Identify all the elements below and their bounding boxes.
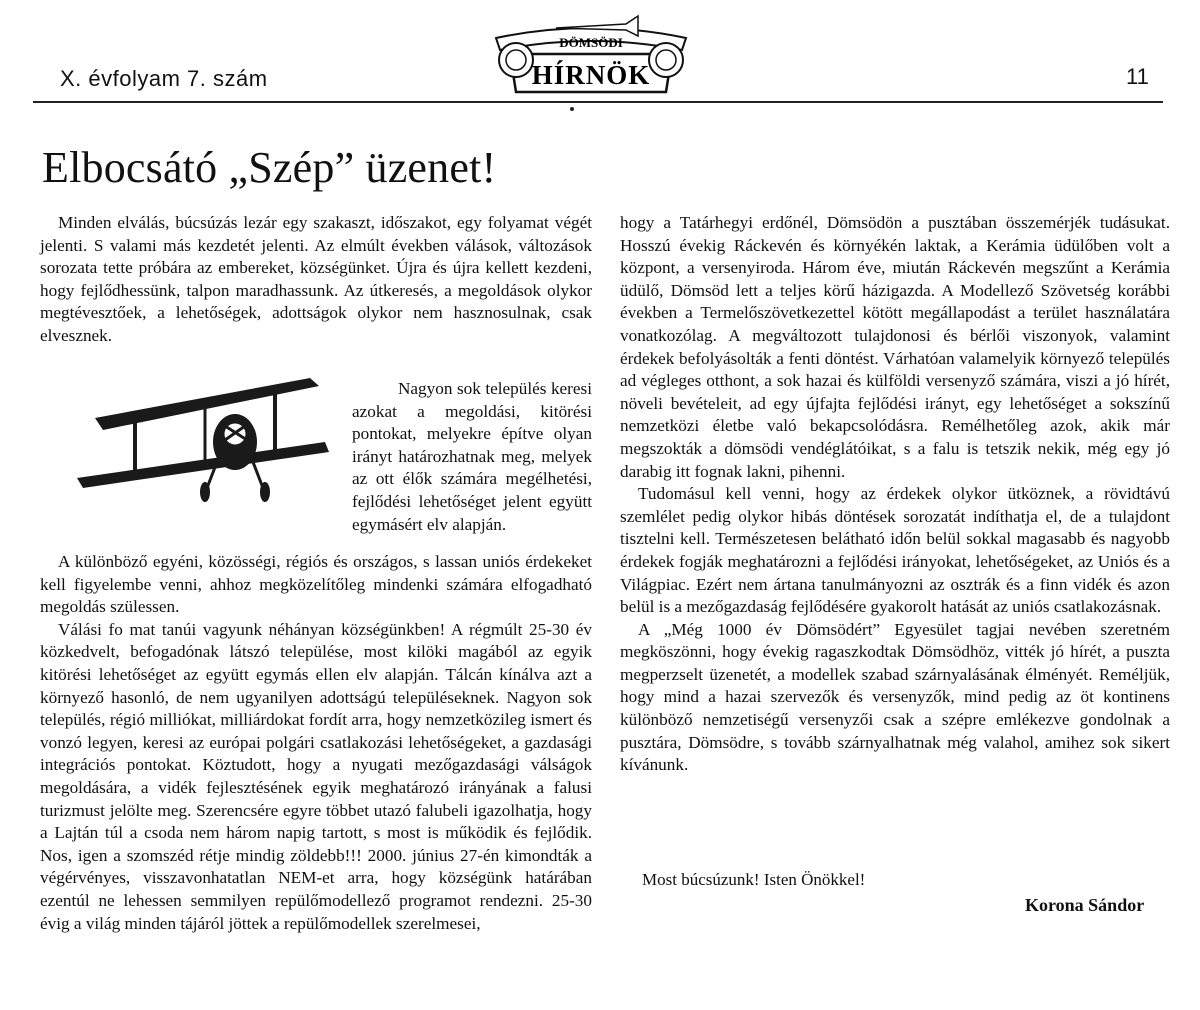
paragraph: hogy a Tatárhegyi erdőnél, Dömsödön a pusztában összemérjék tudásukat. Hosszú évekig Ráckevén és környékén laktak, a Kerámia üdülőben volt a központ, a versenyiroda. Három éve, miután Ráckevén megszűnt a Kerámia üdülő, Dömsöd lett a teljes körű házigazda. A Modellező Szövetség korábbi években a Termelőszövetkezettel kötött megállapodást a terület használatára vonatkozólag. A megváltozott tulajdonosi és bérlői viszonyok, valamint érdekek befolyásolták a fenti döntést. Várhatóan valamelyik környező település ad végleges otthont, a sok hazai és külföldi versenyző számára, viszi a jó hírét, növeli bevételeit, ad egy újfajta fejlődési irányt, egy lehetőséget a sokszínű nemzetközi életbe való bekapcsolódásra. Remélhetőleg azok, akik már megszokták a dömsödi vendéglátóikat, s a falu is tetszik nekik, még egy jó darabig itt fognak lakni, pihenni. <box>620 213 1170 481</box>
paragraph: A különböző egyéni, közösségi, régiós és országos, s lassan uniós érdekeket kell figyelembe venni, ahhoz megközelítőleg mindenki számára elfogadható megoldás szülessen. <box>40 552 592 617</box>
author-signature: Korona Sándor <box>1025 895 1145 915</box>
paragraph: Válási fo mat tanúi vagyunk néhányan községünkben! A régmúlt 25-30 év közkedvelt, befogadónak látszó települése, most kilöki magából az egyik kitörési lehetőséget az együtt egymás ellen elv alapján. Tálcán kínálva azt a környező hasonló, de nem ugyanilyen adottságú településeknek. Nagyon sok település, régió milliókat, milliárdokat fordít arra, hogy nemzetközileg ismert és vonzó legyen, keresi az európai polgári csatlakozási lehetőségeket, a gazdasági integrációs pontokat. Köztudott, hogy a nyugati mezőgazdasági válságok megoldására, a vidék fejlesztésének egyik meghatározó irányának a falusi turizmust jelölte meg. Szerencsére egyre többet utazó falubeli igazolhatja, hogy a Lajtán túl a csoda nem három napig tartott, s most is működik és fejlődik. Nos, igen a szomszéd rétje mindig zöldebb!!! 2000. június 27-én kimondták a végérvényes, visszavonhatatlan NEM-et arra, hogy községünk határában ezentúl ne lehessen semmilyen repülőmodellező programot rendezni. 25-30 évig a világ minden tájáról jöttek a repülőmodellek szerelmesei, <box>40 619 592 933</box>
right-emblem-icon <box>649 43 683 77</box>
left-column-bottom <box>40 551 592 935</box>
left-column-top <box>40 212 592 348</box>
header-dot <box>570 107 574 111</box>
biplane-illustration <box>75 370 335 510</box>
header-rule <box>33 101 1163 103</box>
masthead-bottom-text: HÍRNÖK <box>531 60 651 90</box>
paragraph: Tudomásul kell venni, hogy az érdekek olykor ütköznek, a rövidtávú szemlélet pedig olykor hibás döntések sorozatát indíthatja el, de a tulajdont tisztelni kell. Természetesen belátható időn belül sokkal magasabb és nagyobb érdekek fogják meghatározni a fejlődési irányokat, lehetőségeket, az Uniós és a Világpiac. Ezért nem ártana tanulmányozni az osztrák és a finn vidék és azon belül is a mezőgazdaság fejlődésére gyakorolt hatását az uniós csatlakozásnak. <box>620 484 1170 617</box>
left-column-middle <box>352 378 592 536</box>
article-title: Elbocsátó „Szép” üzenet! <box>42 143 497 192</box>
page-number: 11 <box>1126 64 1149 89</box>
right-column <box>620 212 1170 777</box>
masthead-top-text: DÖMSÖDI <box>559 35 623 50</box>
paragraph: A „Még 1000 év Dömsödért” Egyesület tagjai nevében szeretném megköszönni, hogy évekig ragaszkodtak Dömsödhöz, vitték jó hírét, a puszta megperzselt üzenetét, a modellek szabad szárnyalásának élményét. Reméljük, hogy mind a hazai szervezők és versenyzők, mind pedig az öt kontinens különböző nemzetiségű versenyzői csak a szépre emlékezve gondolnak a pusztára, Dömsödre, s tovább szárnyalhatnak még valahol, amihez sok sikert kívánunk. <box>620 619 1170 775</box>
issue-label: X. évfolyam 7. szám <box>60 66 268 91</box>
paragraph: Nagyon sok település keresi azokat a megoldási, kitörési pontokat, melyekre építve olyan irányt határozhatnak meg, melyek az ott élők számára megélhetési, fejlődési lehetőséget jelent együtt egymásért elv alapján. <box>352 379 592 534</box>
paragraph: Minden elválás, búcsúzás lezár egy szakaszt, időszakot, egy folyamat végét jelenti. S valami más kezdetét jelenti. Az elmúlt években válások, változások sorozata tette próbára az embereket, községünket. Újra és újra kellett kezdeni, hogy fejlődhessünk, talpon maradhassunk. Az útkeresés, a megoldások olykor megtévesztőek, a lehetőségek, adottságok olykor nem hasznosulnak, csak elvesznek. <box>40 213 592 345</box>
closing-line: Most búcsúzunk! Isten Önökkel! <box>642 870 866 889</box>
masthead-logo <box>486 10 696 110</box>
left-emblem-icon <box>499 43 533 77</box>
